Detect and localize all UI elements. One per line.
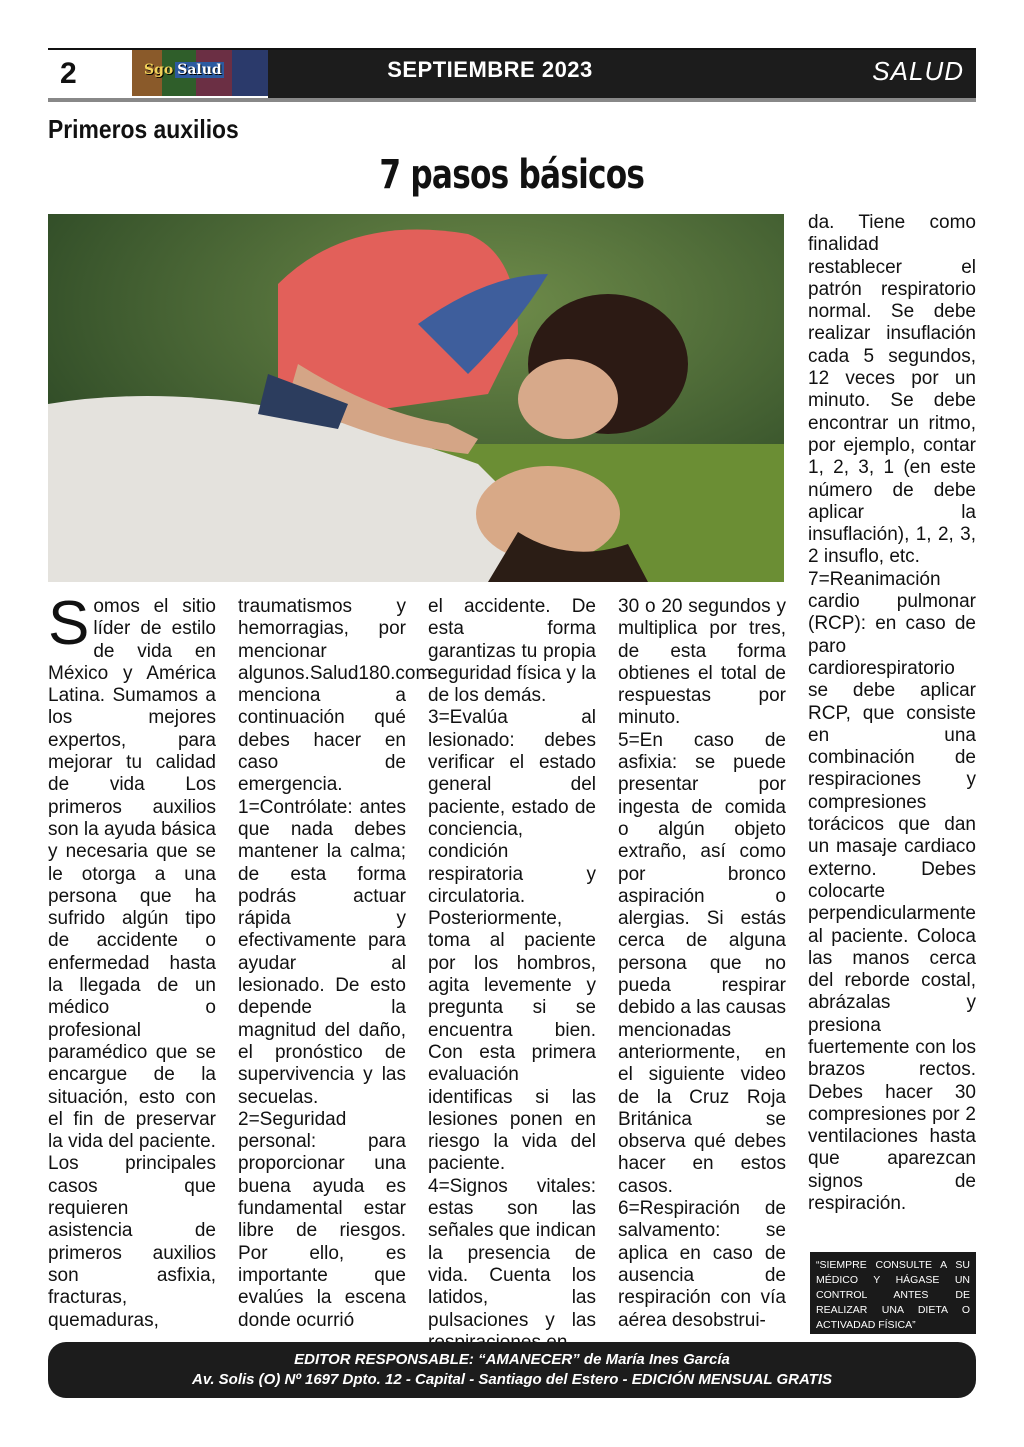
article-paragraph: 7=Reanimación cardio pulmonar (RCP): en caso de paro cardiorespiratorio se debe aplicar RCP, que consiste en una combinación de respiraciones y compresiones torácicos que dan un masaje cardiaco externo. Debes colocarte perpendicularmente al paciente. Coloca las manos cerca del reborde costal, abrázalas y presiona fuertemente con los brazos rectos. Debes hacer 30 compresiones por 2 ventilaciones hasta que aparezcan signos de respiración.: [808, 568, 976, 1215]
health-notice-box: “SIEMPRE CONSULTE A SU MÉDICO Y HÁGASE UN CONTROL ANTES DE REALIZAR UNA DIETA O ACTIVADAD FÍSICA”: [810, 1252, 976, 1334]
header-bottom-rule: [48, 98, 976, 102]
section-name: SALUD: [872, 56, 964, 86]
cpr-rescue-breathing-photo: [48, 214, 784, 582]
article-paragraph: 5=En caso de asfixia: se puede presentar por ingesta de comida o algún objeto extraño, así como por bronco aspiración o alergias. Si estás cerca de alguna persona que no pueda respirar debido a las causas mencionadas anteriormente, en el siguiente video de la Cruz Roja Británica se observa qué debes hacer en estos casos.: [618, 729, 786, 1197]
footer-address: Av. Solis (O) Nº 1697 Dpto. 12 - Capital - Santiago del Estero - EDICIÓN MENSUAL GRATIS: [191, 1371, 833, 1388]
article-paragraph: traumatismos y hemorragias, por mencionar algunos.Salud180.com menciona a continuación qué debes hacer en caso de emergencia.: [238, 596, 432, 796]
article-paragraph: el accidente. De esta forma garantizas tu propia seguridad física y la de los demás.: [428, 596, 596, 707]
article-column-1: [48, 589, 216, 1332]
issue-date: SEPTIEMBRE 2023: [387, 57, 593, 82]
footer-editor: EDITOR RESPONSABLE: “AMANECER” de María Ines García: [294, 1351, 730, 1368]
article-column-2: [238, 596, 432, 1332]
article-paragraph: omos el sitio líder de estilo de vida en México y América Latina. Sumamos a los mejores expertos, para mejorar tu calidad de vida Los primeros auxilios son la ayuda básica y necesaria que se le otorga a una persona que ha sufrido algún tipo de accidente o enfermedad hasta la llegada de un médico o profesional paramédico que se encargue de la situación, esto con el fin de preservar la vida del paciente.: [48, 596, 216, 1153]
page-number: 2: [60, 57, 77, 90]
article-paragraph: 30 o 20 segundos y multiplica por tres, de esta forma obtienes el total de respuestas por minuto.: [618, 596, 786, 729]
logo-tile: [232, 50, 268, 96]
photo-illustration: [48, 214, 784, 582]
article-paragraph: 2=Seguridad personal: para proporcionar una buena ayuda es fundamental estar libre de riesgos. Por ello, es importante que evalúes la escena donde ocurrió: [238, 1108, 406, 1331]
article-headline: 7 pasos básicos: [379, 152, 645, 198]
article-column-4: [618, 596, 786, 1332]
drop-cap: S: [48, 589, 90, 658]
article-paragraph: 6=Respiración de salvamento: se aplica en caso de ausencia de respiración con vía aérea desobstrui-: [618, 1198, 786, 1331]
article-column-5: [808, 212, 976, 1215]
article-paragraph: 4=Signos vitales: estas son las señales que indican la presencia de vida. Cuenta los latidos, las pulsaciones y las: [428, 1175, 596, 1331]
article-paragraph: da. Tiene como finalidad restablecer el patrón respiratorio normal. Se debe realizar insuflación cada 5 segundos, 12 veces por un minuto. Se debe encontrar un ritmo, por ejemplo, contar 1, 2, 3, 1 (en este número de debe aplicar la insuflación), 1, 2, 3, 2 insuflo, etc.: [808, 212, 976, 568]
article-paragraph: 1=Contrólate: antes que nada debes mantener la calma; de esta forma podrás actuar rápida y efectivamente para ayudar al lesionado. De esto depende la magnitud del daño, el pronóstico de supervivencia y las secuelas.: [238, 796, 406, 1108]
footer-bar: [48, 1342, 976, 1398]
article-column-3: [428, 596, 596, 1354]
logo-wordmark: Sgo Salud: [144, 62, 222, 78]
article-paragraph: 3=Evalúa al lesionado: debes verificar el estado general del paciente, estado de conciencia, condición respiratoria y circulatoria. Posteriormente, toma al paciente por los hombros, agita levemente y pregunta si se encuentra bien. Con esta primera evaluación identificas si las lesiones ponen en riesgo la vida del paciente.: [428, 707, 596, 1175]
article-paragraph: Los principales casos que requieren asistencia de primeros auxilios son asfixia, fracturas, quemaduras,: [48, 1153, 216, 1331]
article-kicker: Primeros auxilios: [48, 114, 239, 144]
logo: [132, 50, 268, 96]
